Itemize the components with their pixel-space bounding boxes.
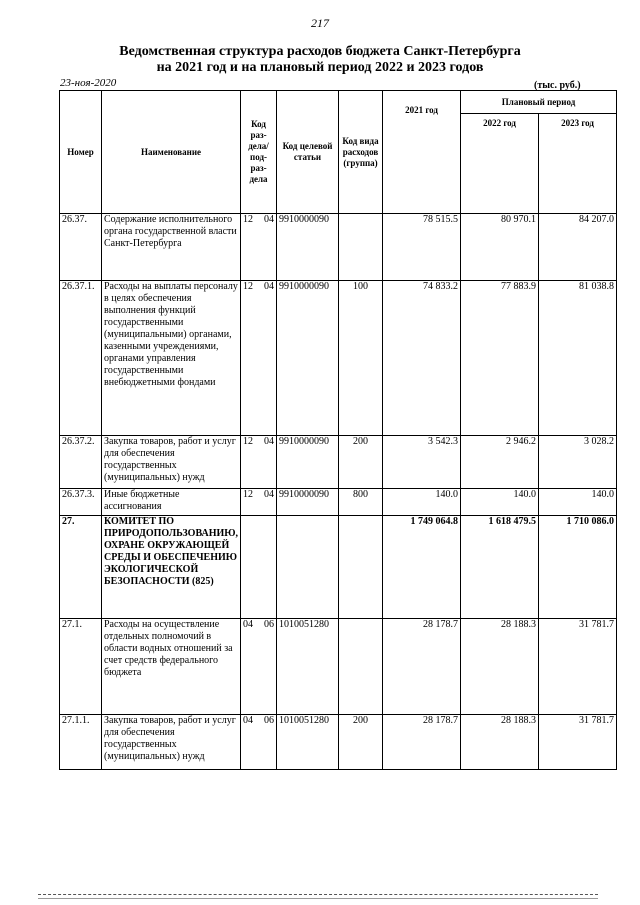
row-2023-value: 31 781.7 (539, 619, 617, 715)
table-row (60, 436, 617, 489)
row-2021-value: 1 749 064.8 (383, 516, 461, 619)
row-2023-value: 84 207.0 (539, 214, 617, 281)
row-2022-value: 28 188.3 (461, 619, 539, 715)
row-name: Расходы на осуществление отдельных полномочий в области водных отношений за счет средств федерального бюджета (102, 619, 241, 715)
row-section-code (241, 214, 277, 281)
row-name: Закупка товаров, работ и услуг для обеспечения государственных (муниципальных) нужд (102, 715, 241, 770)
row-2021-value: 140.0 (383, 489, 461, 516)
row-section-code (241, 436, 277, 489)
row-name: Закупка товаров, работ и услуг для обеспечения государственных (муниципальных) нужд (102, 436, 241, 489)
row-target-code: 1010051280 (277, 619, 339, 715)
header-target-code: Код целевой статьи (277, 91, 339, 214)
row-subsection: 06 (264, 715, 275, 726)
title-line-2: на 2021 год и на плановый период 2022 и 2023 годов (156, 60, 484, 75)
row-subsection: 04 (264, 281, 275, 292)
row-2021-value: 78 515.5 (383, 214, 461, 281)
row-number: 27.1. (60, 619, 102, 715)
row-number: 26.37. (60, 214, 102, 281)
table-row (60, 489, 617, 516)
row-2023-value: 81 038.8 (539, 281, 617, 436)
row-section-code (241, 715, 277, 770)
row-section: 12 (243, 489, 254, 500)
row-2023-value: 31 781.7 (539, 715, 617, 770)
row-expense-type (339, 619, 383, 715)
row-target-code: 1010051280 (277, 715, 339, 770)
row-2022-value: 140.0 (461, 489, 539, 516)
title-line-1: Ведомственная структура расходов бюджета Санкт-Петербурга (119, 44, 521, 59)
row-2023-value: 1 710 086.0 (539, 516, 617, 619)
header-name: Наименование (102, 91, 241, 214)
row-number: 26.37.3. (60, 489, 102, 516)
row-number: 27.1.1. (60, 715, 102, 770)
row-expense-type: 800 (339, 489, 383, 516)
row-section: 04 (243, 619, 254, 630)
row-2023-value: 140.0 (539, 489, 617, 516)
row-section: 12 (243, 214, 254, 225)
row-subsection: 04 (264, 436, 275, 447)
header-number: Номер (60, 91, 102, 214)
row-subsection: 04 (264, 489, 275, 500)
row-2021-value: 74 833.2 (383, 281, 461, 436)
row-expense-type (339, 516, 383, 619)
row-subsection: 04 (264, 214, 275, 225)
row-section: 12 (243, 281, 254, 292)
page-bottom-edge (38, 894, 598, 899)
row-section: 12 (243, 436, 254, 447)
row-2022-value: 28 188.3 (461, 715, 539, 770)
row-name: КОМИТЕТ ПО ПРИРОДОПОЛЬЗОВАНИЮ, ОХРАНЕ ОКРУЖАЮЩЕЙ СРЕДЫ И ОБЕСПЕЧЕНИЮ ЭКОЛОГИЧЕСКОЙ БЕЗОПАСНОСТИ (825) (102, 516, 241, 619)
row-name: Иные бюджетные ассигнования (102, 489, 241, 516)
table-row (60, 516, 617, 619)
page-title (0, 44, 640, 76)
row-target-code: 9910000090 (277, 281, 339, 436)
units-label: (тыс. руб.) (534, 80, 581, 91)
row-expense-type: 200 (339, 715, 383, 770)
row-target-code: 9910000090 (277, 489, 339, 516)
row-section-code (241, 516, 277, 619)
row-number: 27. (60, 516, 102, 619)
row-section: 04 (243, 715, 254, 726)
row-target-code: 9910000090 (277, 436, 339, 489)
page-number: 217 (311, 16, 329, 30)
header-2023: 2023 год (539, 114, 617, 214)
row-2023-value: 3 028.2 (539, 436, 617, 489)
row-2021-value: 28 178.7 (383, 619, 461, 715)
header-planned-period: Плановый период (461, 91, 617, 114)
row-2022-value: 1 618 479.5 (461, 516, 539, 619)
row-target-code (277, 516, 339, 619)
row-number: 26.37.2. (60, 436, 102, 489)
row-subsection: 06 (264, 619, 275, 630)
row-2021-value: 28 178.7 (383, 715, 461, 770)
document-date: 23-ноя-2020 (60, 77, 117, 89)
row-section-code (241, 619, 277, 715)
row-expense-type: 100 (339, 281, 383, 436)
header-2022: 2022 год (461, 114, 539, 214)
row-2021-value: 3 542.3 (383, 436, 461, 489)
row-2022-value: 2 946.2 (461, 436, 539, 489)
row-2022-value: 77 883.9 (461, 281, 539, 436)
header-expense-type-code: Код вида расходов (группа) (339, 91, 383, 214)
header-2021: 2021 год (383, 91, 461, 214)
row-section-code (241, 281, 277, 436)
table-row (60, 281, 617, 436)
row-expense-type: 200 (339, 436, 383, 489)
table-row (60, 715, 617, 770)
row-target-code: 9910000090 (277, 214, 339, 281)
row-2022-value: 80 970.1 (461, 214, 539, 281)
table-row (60, 214, 617, 281)
header-section-code: Код раз-дела/ под-раз-дела (241, 91, 277, 214)
row-expense-type (339, 214, 383, 281)
row-name: Содержание исполнительного органа государственной власти Санкт-Петербурга (102, 214, 241, 281)
row-number: 26.37.1. (60, 281, 102, 436)
row-name: Расходы на выплаты персоналу в целях обеспечения выполнения функций государственными (муниципальными) органами, казенными учреждениями, органами управления государственными внебюджетными фондами (102, 281, 241, 436)
table-row (60, 619, 617, 715)
row-section-code (241, 489, 277, 516)
budget-table (59, 90, 617, 770)
